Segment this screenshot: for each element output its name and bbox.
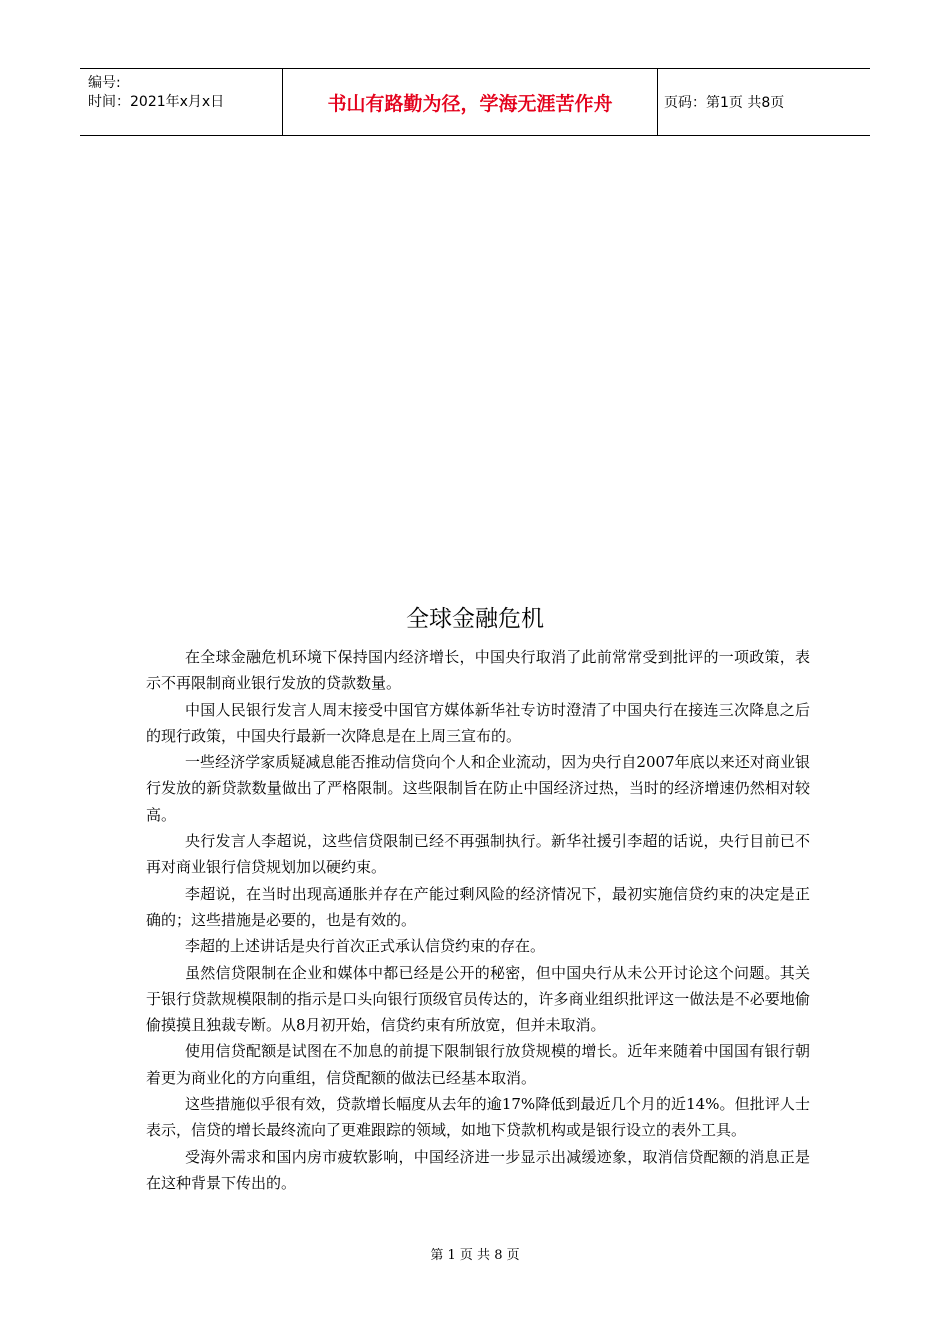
article-body	[146, 644, 810, 1196]
document-header	[80, 68, 870, 136]
paragraph: 在全球金融危机环境下保持国内经济增长，中国央行取消了此前常常受到批评的一项政策，表示不再限制商业银行发放的贷款数量。	[146, 648, 810, 693]
paragraph: 虽然信贷限制在企业和媒体中都已经是公开的秘密，但中国央行从未公开讨论这个问题。其关于银行贷款规模限制的指示是口头向银行顶级官员传达的，许多商业组织批评这一做法是不必要地偷偷摸摸且独裁专断。从8月初开始，信贷约束有所放宽，但并未取消。	[146, 963, 810, 1035]
header-motto: 书山有路勤为径，学海无涯苦作舟	[282, 69, 658, 135]
header-meta	[80, 69, 282, 135]
paragraph: 受海外需求和国内房市疲软影响，中国经济进一步显示出减缓迹象，取消信贷配额的消息正是在这种背景下传出的。	[146, 1147, 810, 1192]
document-date: 时间：2021年x月x日	[88, 94, 225, 110]
paragraph: 一些经济学家质疑减息能否推动信贷向个人和企业流动，因为央行自2007年底以来还对商业银行发放的新贷款数量做出了严格限制。这些限制旨在防止中国经济过热，当时的经济增速仍然相对较高。	[146, 753, 810, 824]
document-number-label: 编号:	[88, 75, 121, 91]
header-page-info: 页码：第1页 共8页	[664, 95, 785, 111]
paragraph: 央行发言人李超说，这些信贷限制已经不再强制执行。新华社援引李超的话说，央行目前已不再对商业银行信贷规划加以硬约束。	[146, 832, 810, 877]
paragraph: 李超的上述讲话是央行首次正式承认信贷约束的存在。	[185, 937, 546, 956]
page-footer: 第 1 页 共 8 页	[430, 1248, 520, 1263]
paragraph: 使用信贷配额是试图在不加息的前提下限制银行放贷规模的增长。近年来随着中国国有银行朝着更为商业化的方向重组，信贷配额的做法已经基本取消。	[146, 1042, 810, 1087]
paragraph: 中国人民银行发言人周末接受中国官方媒体新华社专访时澄清了中国央行在接连三次降息之后的现行政策，中国央行最新一次降息是在上周三宣布的。	[146, 700, 810, 745]
article-title: 全球金融危机	[406, 606, 544, 632]
paragraph: 这些措施似乎很有效，贷款增长幅度从去年的逾17%降低到最近几个月的近14%。但批评人士表示，信贷的增长最终流向了更难跟踪的领域，如地下贷款机构或是银行设立的表外工具。	[146, 1095, 810, 1140]
paragraph: 李超说，在当时出现高通胀并存在产能过剩风险的经济情况下，最初实施信贷约束的决定是正确的；这些措施是必要的，也是有效的。	[146, 884, 810, 929]
